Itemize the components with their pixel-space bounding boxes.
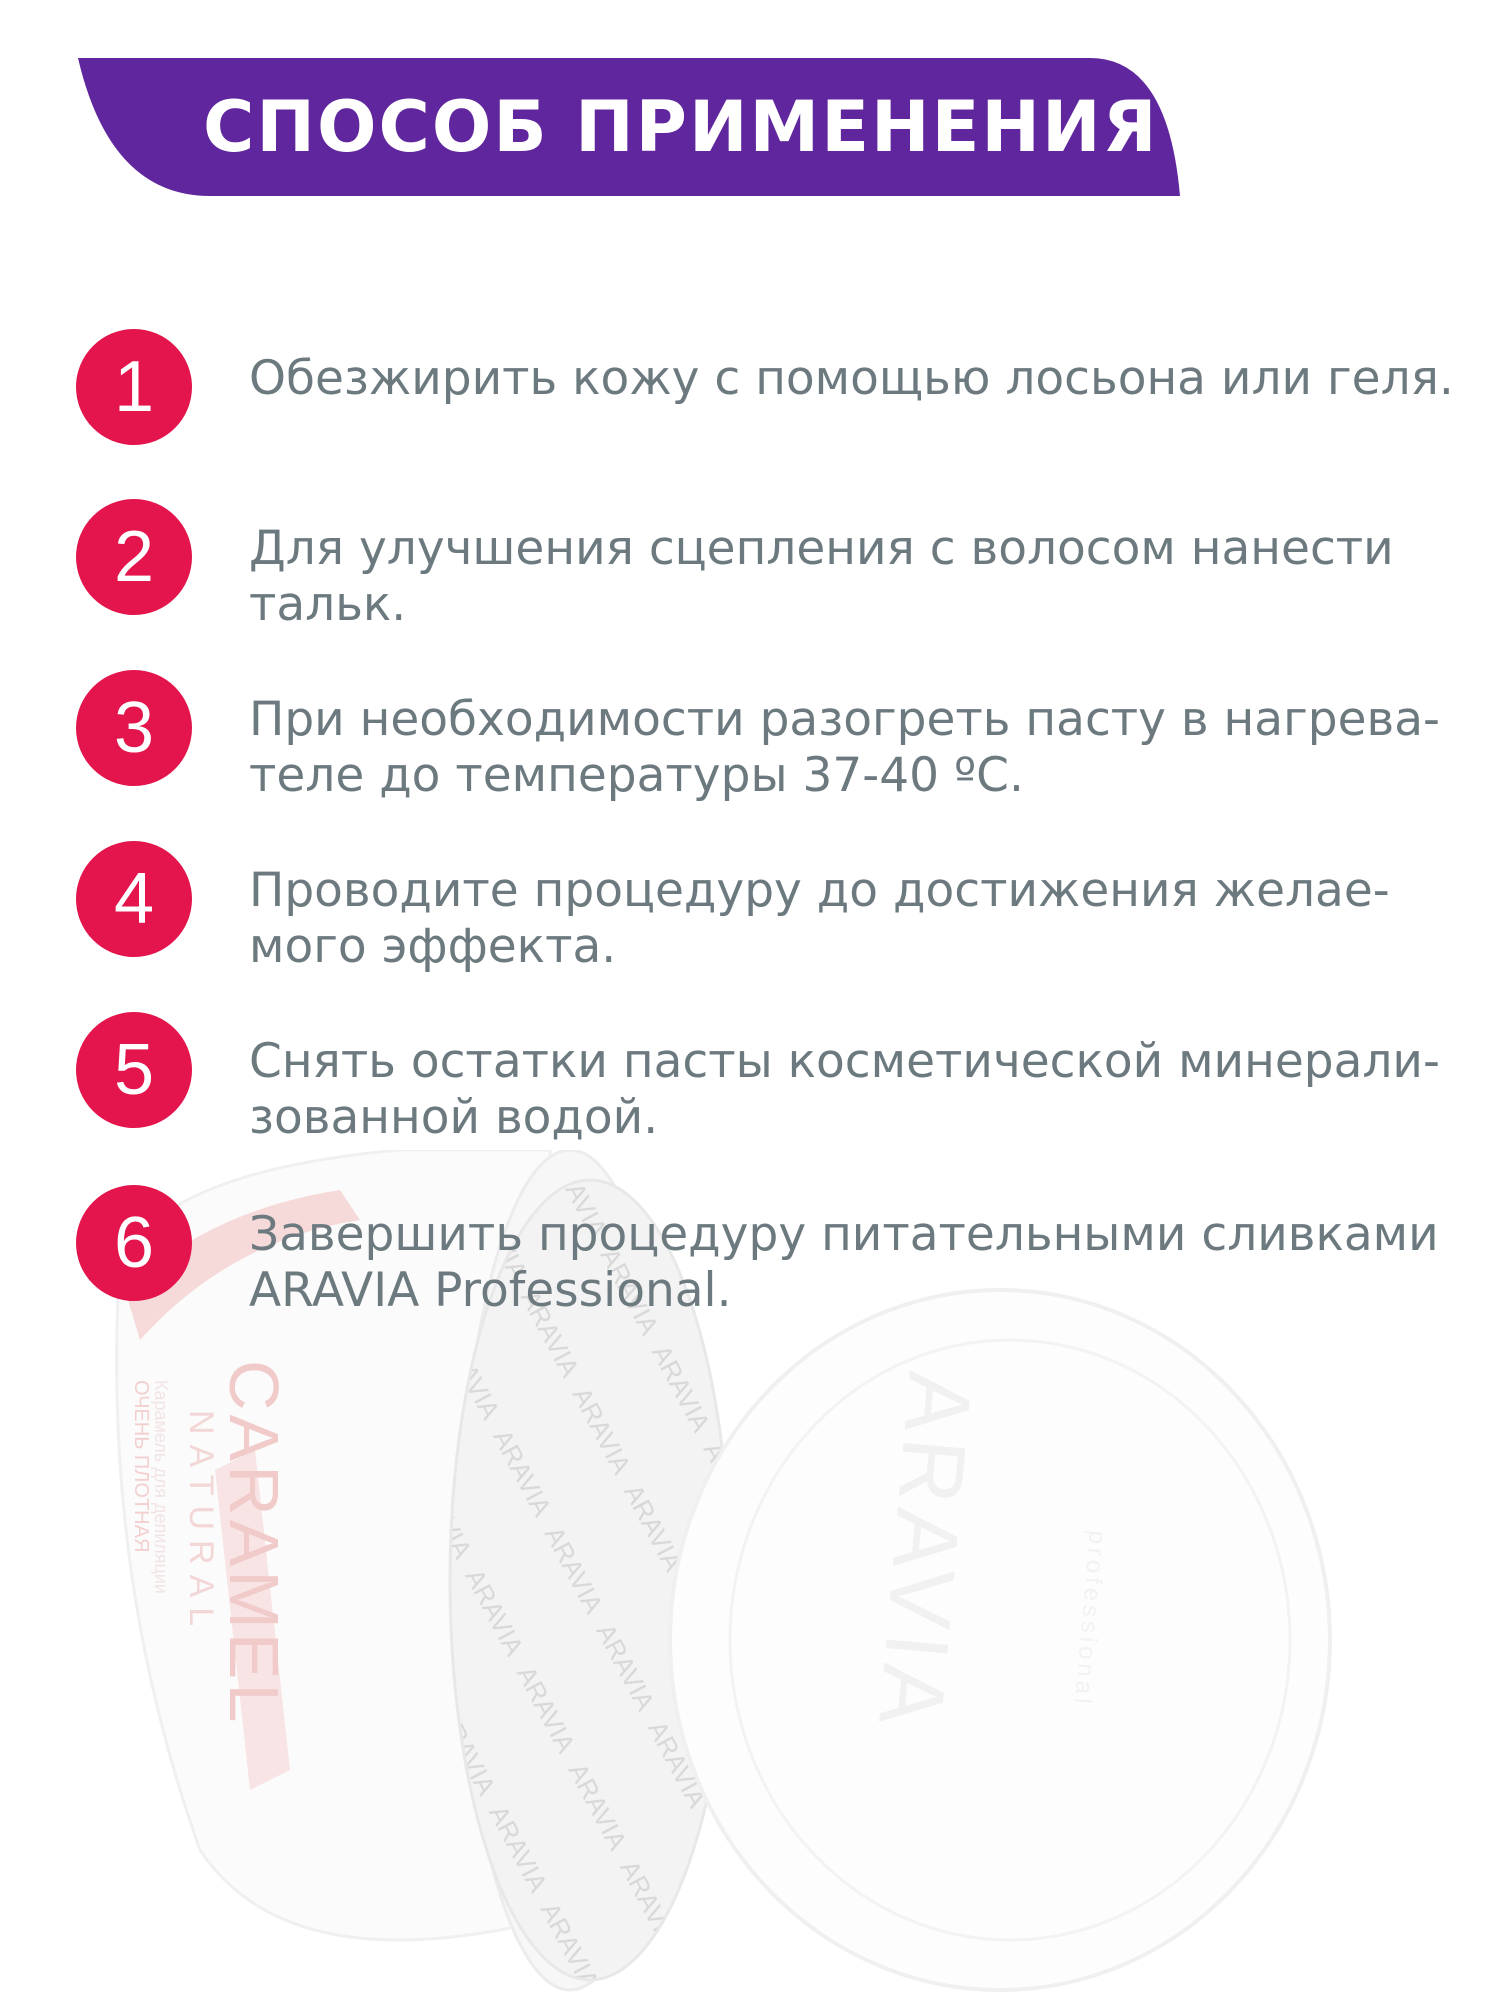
step-number-badge	[76, 1185, 192, 1301]
step-number: 1	[113, 347, 155, 427]
jar-label-desc2: ОЧЕНЬ ПЛОТНАЯ	[130, 1380, 152, 1553]
lid-brand-sub: professional	[1068, 1529, 1111, 1709]
step-number-badge	[76, 841, 192, 957]
step-6	[76, 1185, 1476, 1318]
step-number: 5	[113, 1030, 155, 1110]
jar-label-name: CARAMEL	[215, 1360, 293, 1727]
lid-brand: ARAVIA	[858, 1368, 990, 1736]
step-5	[76, 1012, 1476, 1145]
step-text: Завершить процедуру питательными сливками ARAVIA Professional.	[249, 1207, 1439, 1318]
step-number-badge	[76, 670, 192, 786]
step-number-badge	[76, 1012, 192, 1128]
step-text: Снять остатки пасты косметической минерали-зованной водой.	[249, 1034, 1440, 1145]
step-number-badge	[76, 499, 192, 615]
step-number-badge	[76, 329, 192, 445]
step-1	[76, 329, 1476, 449]
header-banner	[0, 0, 1500, 220]
step-text: Для улучшения сцепления с волосом нанести тальк.	[249, 521, 1394, 632]
step-text: Проводите процедуру до достижения желае-мого эффекта.	[249, 863, 1390, 974]
step-number: 2	[113, 517, 155, 597]
step-3	[76, 670, 1476, 803]
step-text: При необходимости разогреть пасту в нагрева-теле до температуры 37-40 ºС.	[249, 692, 1440, 803]
step-4	[76, 841, 1476, 974]
step-2	[76, 499, 1476, 632]
step-text: Обезжирить кожу с помощью лосьона или геля.	[249, 351, 1454, 406]
step-number: 4	[113, 859, 155, 939]
page-title: СПОСОБ ПРИМЕНЕНИЯ	[203, 86, 1159, 168]
step-number: 6	[113, 1203, 155, 1283]
jar-lid	[670, 1290, 1330, 1990]
jar-label-desc1: Карамель для депиляции	[151, 1380, 171, 1594]
step-number: 3	[113, 688, 155, 768]
jar-label-line: NATURAL	[182, 1410, 220, 1637]
